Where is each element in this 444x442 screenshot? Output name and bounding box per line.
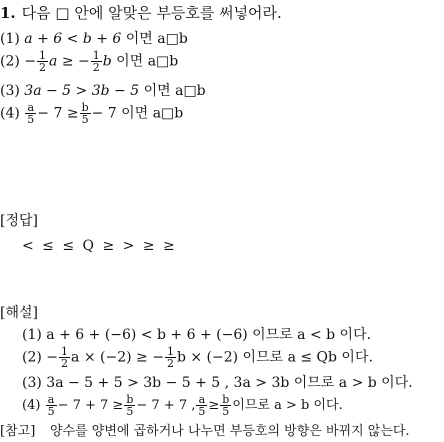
problem-number: 1. <box>0 4 16 22</box>
fraction <box>124 394 135 417</box>
solution-text: 이므로 a > b 이다. <box>232 398 343 413</box>
fraction-numerator: a <box>46 394 57 406</box>
item-connector: 이면 <box>121 105 149 122</box>
fraction <box>80 102 91 125</box>
fraction-numerator: 1 <box>166 345 174 358</box>
fraction <box>25 102 36 125</box>
solution-line-4 <box>22 394 343 417</box>
problem-title <box>0 2 282 23</box>
item-blank-expression: a□b <box>175 83 206 99</box>
solution-line-2 <box>22 346 373 369</box>
fraction-denominator: 5 <box>126 405 134 418</box>
fraction-denominator: 5 <box>222 405 230 418</box>
expression-part: − 7 <box>91 105 117 122</box>
fraction <box>220 394 231 417</box>
item-blank-expression: a□b <box>152 105 184 122</box>
item-label: (3) <box>0 83 20 99</box>
fraction-numerator: a <box>196 394 207 406</box>
fraction-numerator: b <box>222 393 230 406</box>
item-label: (1) <box>0 31 20 47</box>
fraction-numerator: 1 <box>39 49 47 62</box>
item-expression: a + 6 < b + 6 <box>24 31 122 47</box>
item-label: (3) <box>22 375 42 391</box>
fraction <box>59 346 70 369</box>
solution-text: − 7 + 7 , <box>136 398 196 413</box>
fraction-denominator: 2 <box>61 357 69 370</box>
item-label: (4) <box>22 398 41 413</box>
minus-sign: − <box>24 53 37 70</box>
fraction-denominator: 2 <box>166 357 174 370</box>
solution-text: ≥ <box>208 398 220 413</box>
solution-heading: [해설] <box>0 305 38 321</box>
fraction <box>91 50 102 73</box>
item-blank-expression: a□b <box>157 31 188 47</box>
solution-text: − 7 + 7 ≥ <box>57 398 124 413</box>
fraction <box>37 50 48 73</box>
fraction-denominator: 5 <box>198 405 206 418</box>
solution-text: a + 6 + (−6) < b + 6 + (−6) 이므로 a < b 이다. <box>46 327 372 343</box>
item-label: (4) <box>0 105 20 122</box>
problem-item-4 <box>0 102 183 125</box>
note-text: 양수를 양변에 곱하거나 나누면 부등호의 방향은 바뀌지 않는다. <box>50 424 410 439</box>
expression-part: − 7 ≥ <box>37 105 79 122</box>
problem-instruction: 다음 □ 안에 알맞은 부등호를 써넣어라. <box>21 4 282 22</box>
item-expression: 3a − 5 > 3b − 5 <box>24 83 140 99</box>
solution-text: b × (−2) 이므로 a ≤ Qb 이다. <box>176 349 373 366</box>
item-blank-expression: a□b <box>147 53 179 70</box>
expression-part: b <box>102 53 112 70</box>
fraction-denominator: 5 <box>81 113 89 126</box>
solution-text: a × (−2) ≥ − <box>71 349 164 366</box>
fraction <box>165 346 176 369</box>
item-label: (2) <box>22 349 42 366</box>
fraction <box>46 394 57 417</box>
problem-item-2 <box>0 50 178 73</box>
item-label: (2) <box>0 53 20 70</box>
solution-text: 3a − 5 + 5 > 3b − 5 + 5 , 3a > 3b 이므로 a > b 이다. <box>46 375 413 391</box>
solution-line-1 <box>22 324 371 344</box>
fraction-numerator: 1 <box>61 345 69 358</box>
fraction-numerator: b <box>81 101 89 114</box>
fraction-numerator: 1 <box>92 49 100 62</box>
solution-line-3 <box>22 372 413 392</box>
fraction-denominator: 5 <box>27 113 35 126</box>
problem-item-3 <box>0 80 206 100</box>
answer-text: < ≤ ≤ Q ≥ > ≥ ≥ <box>22 238 177 254</box>
minus-sign: − <box>46 349 59 366</box>
expression-part: a ≥ − <box>49 53 90 70</box>
fraction-numerator: a <box>25 102 36 114</box>
problem-item-1 <box>0 28 188 48</box>
note-heading: [참고] <box>0 424 36 439</box>
fraction-denominator: 2 <box>92 61 100 74</box>
fraction-numerator: b <box>126 393 134 406</box>
answer-heading: [정답] <box>0 213 38 229</box>
fraction-denominator: 2 <box>39 61 47 74</box>
item-connector: 이면 <box>125 31 153 47</box>
fraction-denominator: 5 <box>47 405 55 418</box>
item-connector: 이면 <box>143 83 171 99</box>
item-connector: 이면 <box>116 53 144 70</box>
fraction <box>196 394 207 417</box>
item-label: (1) <box>22 327 42 343</box>
